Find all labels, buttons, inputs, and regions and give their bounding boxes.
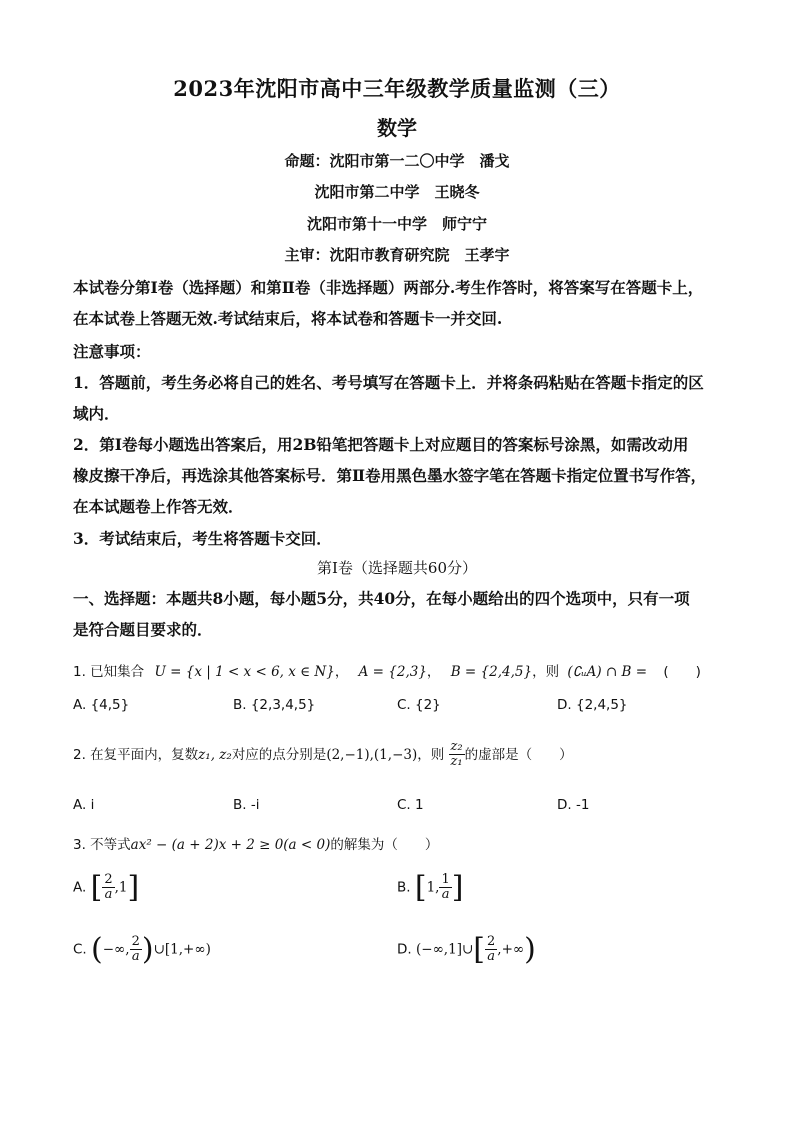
q1-then: 则	[545, 664, 560, 680]
q2-fraction	[449, 740, 465, 770]
q3-c-close-paren: )	[141, 932, 154, 967]
q2-points: (2,−1),(1,−3)	[326, 746, 418, 763]
q3-d-head: (−∞,1]∪	[415, 941, 474, 958]
q3-c-fraction	[130, 935, 142, 965]
q3-label-c: C.	[73, 941, 87, 958]
section-desc-1: 一、选择题：本题共8小题，每小题5分，共40分，在每小题给出的四个选项中，只有一项	[73, 589, 690, 608]
q3-c-tail: ∪[1,+∞)	[153, 941, 211, 958]
section-title: 第Ⅰ卷（选择题共60分）	[316, 559, 477, 577]
q3-label-a: A.	[73, 879, 87, 896]
question-3	[73, 833, 438, 853]
q2-denominator: z₁	[450, 754, 463, 770]
q2-numerator: z₂	[450, 739, 463, 754]
q1-option-a: A. {4,5}	[73, 697, 130, 713]
q3-b-num: 1	[441, 871, 450, 887]
intro-line-2: 在本试卷上答题无效.考试结束后，将本试卷和答题卡一并交回.	[73, 309, 503, 328]
q3-a-tail: ,1	[114, 879, 128, 896]
notice-2a: 2．第Ⅰ卷每小题选出答案后，用2B铅笔把答题卡上对应题目的答案标号涂黑，如需改动用	[73, 435, 689, 454]
subject-title: 数学	[377, 116, 417, 140]
author-line-2: 沈阳市第二中学 王晓冬	[314, 183, 480, 201]
q2-mid: 对应的点分别是	[231, 746, 327, 763]
q3-prefix: 3. 不等式	[73, 837, 131, 853]
author-line-1: 命题：沈阳市第一二〇中学 潘戈	[284, 152, 510, 170]
q3-d-close-paren: )	[524, 932, 536, 967]
q3-d-open-bracket: [	[473, 932, 485, 967]
q3-a-open-bracket: [	[90, 870, 103, 905]
q1-option-b: B. {2,3,4,5}	[233, 697, 316, 713]
q3-option-d	[397, 932, 536, 967]
notice-title: 注意事项：	[73, 342, 151, 361]
q3-b-den: a	[441, 887, 450, 902]
q1-blank: ( )	[663, 664, 701, 680]
q3-option-a	[73, 870, 139, 905]
notice-2b: 橡皮擦干净后，再选涂其他答案标号．第Ⅱ卷用黑色墨水签字笔在答题卡指定位置书写作答，	[73, 466, 707, 485]
q2-z: z₁, z₂	[198, 746, 232, 763]
notice-1b: 域内．	[73, 404, 120, 423]
q3-suffix: 的解集为（ ）	[330, 837, 439, 853]
notice-3: 3．考试结束后，考生将答题卡交回．	[73, 529, 332, 548]
author-line-3: 沈阳市第十一中学 师宁宁	[306, 215, 487, 233]
q2-option-a: A. i	[73, 797, 95, 813]
q3-a-close-bracket: ]	[127, 870, 140, 905]
q3-d-num: 2	[487, 933, 496, 949]
intro-line-1: 本试卷分第Ⅰ卷（选择题）和第Ⅱ卷（非选择题）两部分.考生作答时，将答案写在答题卡上，	[73, 278, 704, 297]
question-2	[73, 740, 573, 770]
q3-a-fraction	[102, 873, 114, 903]
q1-set-b: B = {2,4,5}	[450, 664, 533, 680]
q2-then: ，则	[417, 746, 445, 763]
q3-inequality: ax² − (a + 2)x + 2 ≥ 0(a < 0)	[130, 837, 331, 853]
q3-d-tail: ,+∞	[497, 941, 525, 958]
q3-b-open-bracket: [	[414, 870, 427, 905]
exam-title: 2023年沈阳市高中三年级教学质量监测（三）	[173, 76, 621, 101]
q3-a-num: 2	[104, 871, 113, 887]
q2-suffix: 的虚部是（ ）	[464, 746, 573, 763]
q1-set-u: U = {x | 1 < x < 6, x ∈ N}	[154, 664, 335, 680]
q2-option-c: C. 1	[397, 797, 424, 813]
question-1: 1. 已知集合 U = {x | 1 < x < 6, x ∈ N}， A = {2,3}， B = {2,4,5}，则 (∁ᵤA) ∩ B = ( )	[73, 664, 701, 680]
q3-label-b: B.	[397, 879, 411, 896]
q3-d-fraction	[485, 935, 497, 965]
reviewer-line: 主审：沈阳市教育研究院 王孝宇	[284, 246, 510, 264]
section-desc-2: 是符合题目要求的．	[73, 620, 213, 639]
q3-c-num: 2	[131, 933, 140, 949]
q1-prefix: 1. 已知集合	[73, 664, 145, 680]
q1-expression: (∁ᵤA) ∩ B =	[567, 664, 648, 680]
q3-c-den: a	[131, 949, 140, 964]
q3-option-b	[397, 870, 463, 905]
q3-c-head: −∞,	[102, 941, 130, 958]
q2-prefix: 2. 在复平面内，复数	[73, 746, 199, 763]
q3-b-head: 1,	[426, 879, 440, 896]
q3-option-c	[73, 932, 211, 967]
q3-c-open-paren: (	[91, 932, 103, 967]
q3-label-d: D.	[397, 941, 412, 958]
notice-1a: 1．答题前，考生务必将自己的姓名、考号填写在答题卡上．并将条码粘贴在答题卡指定的区	[73, 373, 704, 392]
q1-option-d: D. {2,4,5}	[557, 697, 628, 713]
notice-2c: 在本试题卷上作答无效．	[73, 497, 244, 516]
q3-d-den: a	[487, 949, 496, 964]
q3-b-close-bracket: ]	[451, 870, 464, 905]
q2-option-b: B. -i	[233, 797, 260, 813]
q2-option-d: D. -1	[557, 797, 590, 813]
q3-b-fraction	[439, 873, 451, 903]
q1-set-a: A = {2,3}	[358, 664, 427, 680]
q1-option-c: C. {2}	[397, 697, 441, 713]
q3-a-den: a	[104, 887, 113, 902]
